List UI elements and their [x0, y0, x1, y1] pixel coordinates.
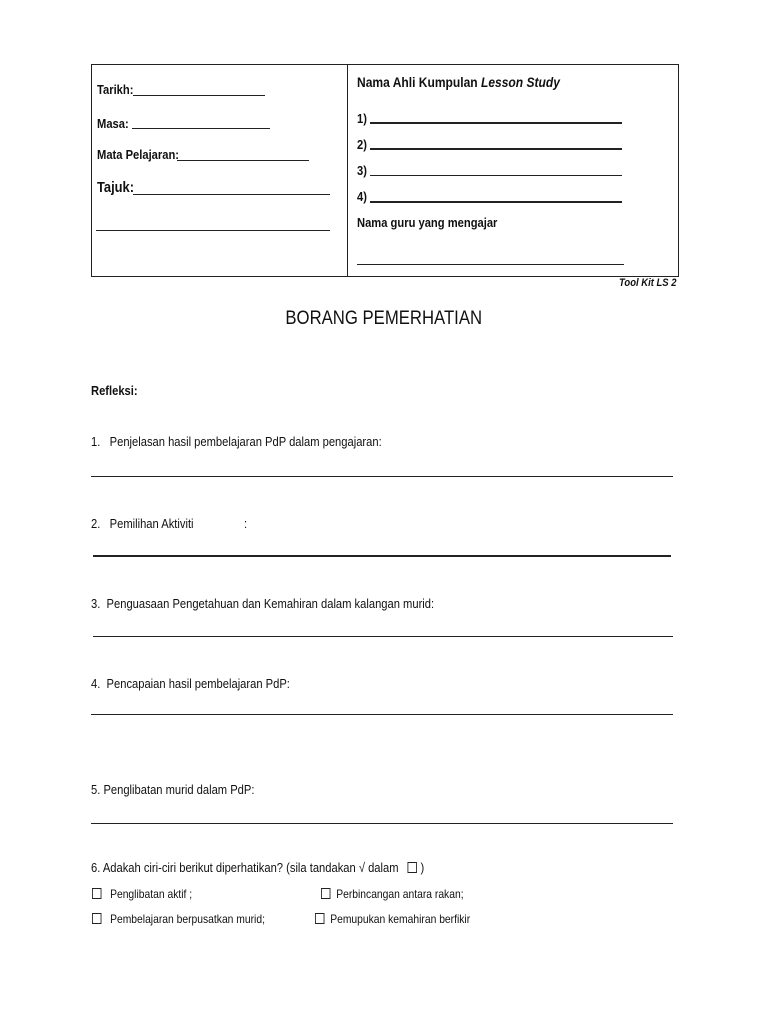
checkbox-icon[interactable]	[92, 913, 101, 924]
question-5: 5. Penglibatan murid dalam PdP:	[91, 782, 255, 797]
option-3-label: Pembelajaran berpusatkan murid;	[110, 912, 265, 926]
option-2[interactable]	[321, 887, 464, 901]
question-3: 3. Penguasaan Pengetahuan dan Kemahiran dalam kalangan murid:	[91, 596, 435, 611]
member-number-3: 3)	[357, 163, 367, 178]
answer-line-2[interactable]	[93, 555, 671, 557]
date-field[interactable]	[133, 95, 265, 96]
checkbox-icon[interactable]	[315, 913, 324, 924]
option-3[interactable]	[92, 912, 265, 926]
option-1[interactable]	[92, 887, 192, 901]
member-number-1: 1)	[357, 111, 367, 126]
answer-line-3[interactable]	[93, 636, 673, 637]
date-label: Tarikh:	[97, 82, 134, 97]
member-field-3[interactable]	[370, 175, 622, 176]
option-4[interactable]	[315, 912, 470, 926]
member-field-2[interactable]	[370, 148, 622, 150]
header-box-divider	[347, 64, 348, 276]
teacher-label: Nama guru yang mengajar	[357, 215, 498, 230]
question-6: 6. Adakah ciri-ciri berikut diperhatikan? (sila tandakan √ dalam )	[91, 860, 425, 875]
teacher-field[interactable]	[357, 264, 624, 265]
question-2-colon: :	[244, 516, 248, 531]
answer-line-1[interactable]	[91, 476, 673, 477]
topic-field-line-2[interactable]	[96, 230, 330, 231]
time-field[interactable]	[132, 128, 270, 129]
member-number-4: 4)	[357, 189, 367, 204]
checkbox-icon[interactable]	[92, 888, 101, 899]
member-field-1[interactable]	[370, 122, 622, 124]
form-title: BORANG PEMERHATIAN	[285, 308, 483, 329]
members-label-italic: Lesson Study	[480, 74, 560, 90]
answer-line-5[interactable]	[91, 823, 673, 824]
answer-line-4[interactable]	[91, 714, 673, 715]
members-label: Nama Ahli Kumpulan Lesson Study	[357, 74, 560, 90]
checkbox-icon[interactable]	[321, 888, 330, 899]
section-label: Refleksi:	[91, 383, 138, 398]
option-2-label: Perbincangan antara rakan;	[336, 887, 464, 901]
option-1-label: Penglibatan aktif ;	[110, 887, 193, 901]
toolkit-ref: Tool Kit LS 2	[619, 277, 677, 289]
checkbox-sample-icon	[408, 862, 417, 873]
topic-label: Tajuk:	[97, 179, 135, 196]
subject-field[interactable]	[177, 160, 309, 161]
member-number-2: 2)	[357, 137, 367, 152]
subject-label: Mata Pelajaran:	[97, 147, 180, 162]
member-field-4[interactable]	[370, 201, 622, 203]
question-2: 2. Pemilihan Aktiviti	[91, 516, 194, 531]
question-1: 1. Penjelasan hasil pembelajaran PdP dalam pengajaran:	[91, 434, 382, 449]
question-4: 4. Pencapaian hasil pembelajaran PdP:	[91, 676, 290, 691]
time-label: Masa:	[97, 116, 129, 131]
topic-field[interactable]	[133, 194, 330, 195]
option-4-label: Pemupukan kemahiran berfikir	[330, 912, 471, 926]
